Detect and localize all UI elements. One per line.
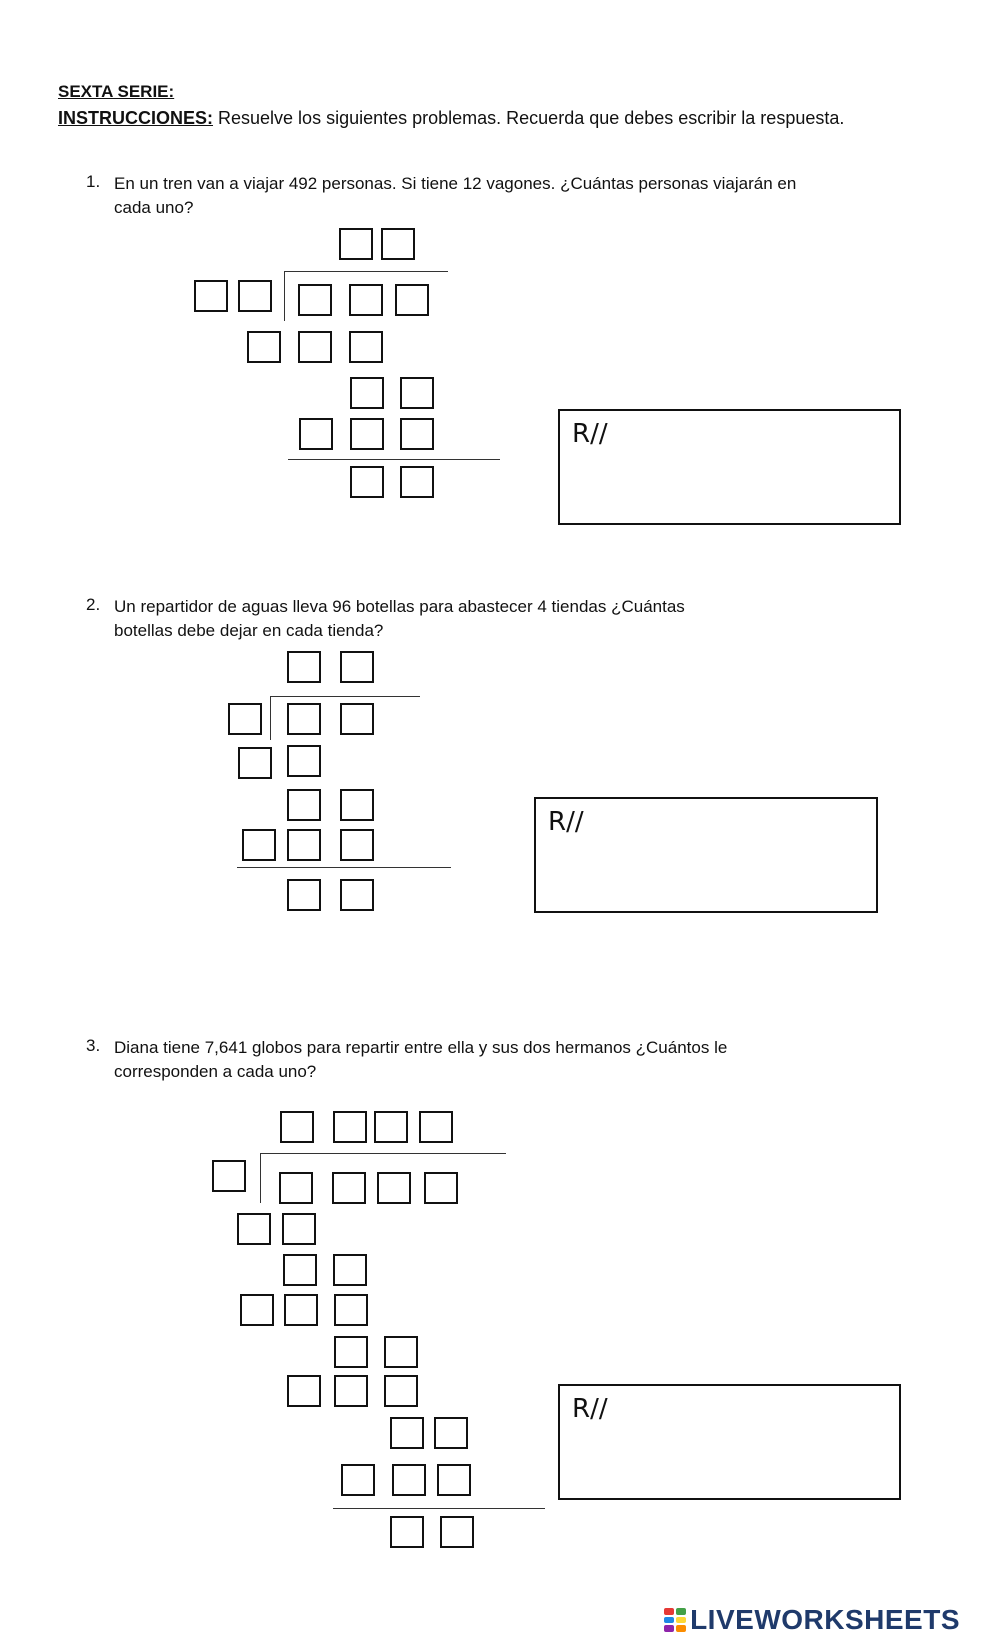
subtraction-line [333,1508,545,1509]
digit-box[interactable] [339,228,373,260]
digit-box[interactable] [334,1294,368,1326]
digit-box[interactable] [280,1111,314,1143]
problem-2-text [114,595,904,643]
digit-box[interactable] [287,1375,321,1407]
digit-box[interactable] [287,789,321,821]
dividend-box[interactable] [279,1172,313,1204]
digit-box[interactable] [287,879,321,911]
digit-box[interactable] [247,331,281,363]
answer-label: R// [572,419,608,449]
digit-box[interactable] [350,466,384,498]
digit-box[interactable] [400,418,434,450]
digit-box[interactable] [334,1375,368,1407]
digit-box[interactable] [350,377,384,409]
logo-square [664,1617,674,1624]
division-bracket [270,696,271,740]
division-bar [260,1153,506,1154]
dividend-box[interactable] [395,284,429,316]
problem-3-line-2: corresponden a cada uno? [114,1062,317,1081]
digit-box[interactable] [333,1254,367,1286]
digit-box[interactable] [341,1464,375,1496]
instructions-text: Resuelve los siguientes problemas. Recuerda que debes escribir la respuesta. [213,108,845,128]
logo-square [676,1608,686,1615]
digit-box[interactable] [334,1336,368,1368]
dividend-box[interactable] [298,284,332,316]
problem-3-text [114,1036,904,1084]
digit-box[interactable] [390,1417,424,1449]
divisor-box[interactable] [228,703,262,735]
digit-box[interactable] [298,331,332,363]
digit-box[interactable] [340,651,374,683]
divisor-box[interactable] [194,280,228,312]
logo-square [664,1608,674,1615]
digit-box[interactable] [384,1336,418,1368]
logo-square [676,1617,686,1624]
problem-2-answer-box[interactable] [534,797,878,913]
problem-3-answer-box[interactable] [558,1384,901,1500]
digit-box[interactable] [333,1111,367,1143]
answer-label: R// [548,807,584,837]
problem-1-text [114,172,904,220]
digit-box[interactable] [381,228,415,260]
instructions-label: INSTRUCCIONES: [58,108,214,128]
liveworksheets-logo-icon [664,1608,686,1632]
digit-box[interactable] [284,1294,318,1326]
problem-3-line-1: Diana tiene 7,641 globos para repartir entre ella y sus dos hermanos ¿Cuántos le [114,1038,728,1057]
digit-box[interactable] [287,745,321,777]
digit-box[interactable] [340,879,374,911]
digit-box[interactable] [434,1417,468,1449]
digit-box[interactable] [349,331,383,363]
problem-2-line-2: botellas debe dejar en cada tienda? [114,621,384,640]
digit-box[interactable] [384,1375,418,1407]
dividend-box[interactable] [377,1172,411,1204]
division-bar [270,696,420,697]
digit-box[interactable] [287,829,321,861]
series-title: SEXTA SERIE: [58,82,175,101]
digit-box[interactable] [238,747,272,779]
liveworksheets-brand [664,1604,960,1636]
brand-text: LIVEWORKSHEETS [690,1604,960,1635]
digit-box[interactable] [400,466,434,498]
answer-label: R// [572,1394,608,1424]
dividend-box[interactable] [349,284,383,316]
subtraction-line [288,459,500,460]
problem-1-line-1: En un tren van a viajar 492 personas. Si tiene 12 vagones. ¿Cuántas personas viajarán en [114,174,797,193]
subtraction-line [237,867,451,868]
divisor-box[interactable] [238,280,272,312]
digit-box[interactable] [340,829,374,861]
digit-box[interactable] [350,418,384,450]
digit-box[interactable] [437,1464,471,1496]
problem-2-number: 2. [86,595,101,614]
dividend-box[interactable] [287,703,321,735]
digit-box[interactable] [282,1213,316,1245]
digit-box[interactable] [440,1516,474,1548]
digit-box[interactable] [287,651,321,683]
problem-3-number: 3. [86,1036,101,1055]
dividend-box[interactable] [340,703,374,735]
digit-box[interactable] [299,418,333,450]
division-bracket [260,1153,261,1203]
dividend-box[interactable] [332,1172,366,1204]
problem-1-line-2: cada uno? [114,198,194,217]
instructions [58,106,858,130]
logo-square [676,1625,686,1632]
logo-square [664,1625,674,1632]
digit-box[interactable] [283,1254,317,1286]
digit-box[interactable] [340,789,374,821]
problem-1-number: 1. [86,172,101,191]
division-bar [284,271,448,272]
problem-2-line-1: Un repartidor de aguas lleva 96 botellas para abastecer 4 tiendas ¿Cuántas [114,597,685,616]
digit-box[interactable] [392,1464,426,1496]
digit-box[interactable] [242,829,276,861]
digit-box[interactable] [390,1516,424,1548]
digit-box[interactable] [419,1111,453,1143]
digit-box[interactable] [374,1111,408,1143]
division-bracket [284,271,285,321]
problem-1-answer-box[interactable] [558,409,901,525]
digit-box[interactable] [240,1294,274,1326]
dividend-box[interactable] [424,1172,458,1204]
digit-box[interactable] [400,377,434,409]
divisor-box[interactable] [212,1160,246,1192]
digit-box[interactable] [237,1213,271,1245]
